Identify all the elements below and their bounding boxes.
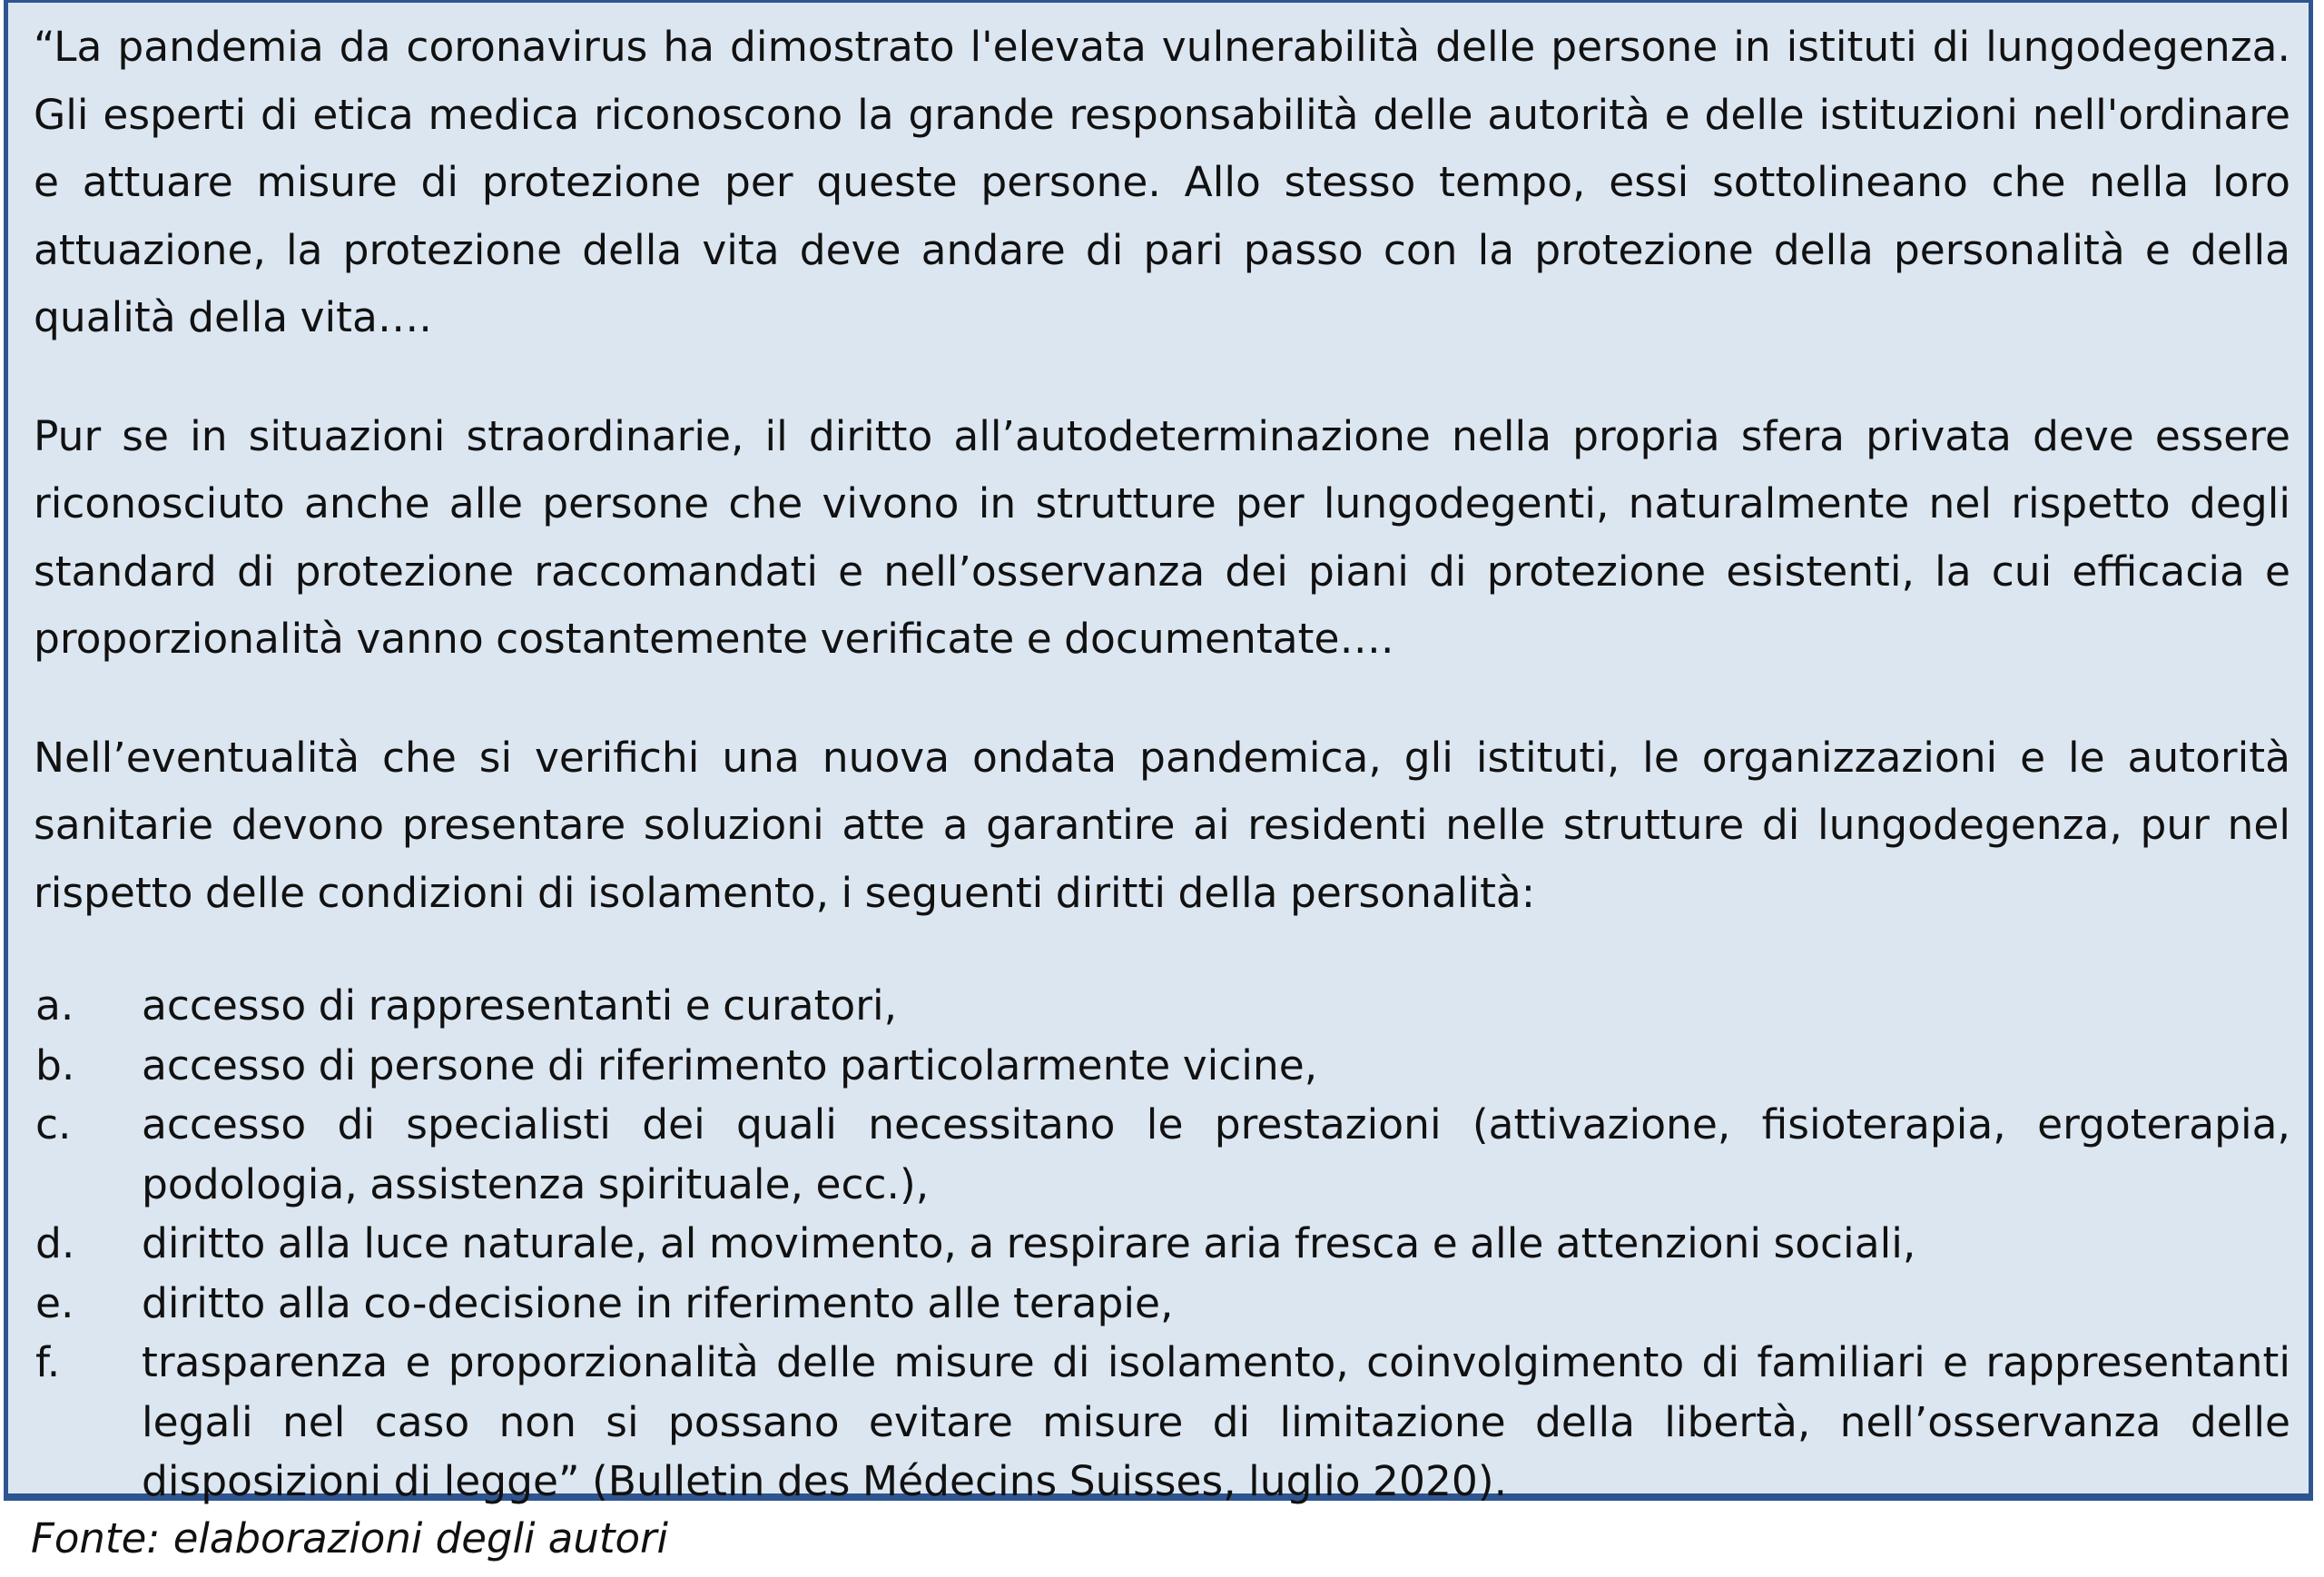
list-item [34,1333,2290,1512]
list-item-text: accesso di specialisti dei quali necessitano le prestazioni (attivazione, fisioterapia, ergoterapia, podologia, assistenza spirituale, ecc.), [142,1100,2290,1208]
rights-list [34,976,2290,1512]
list-item-text: accesso di persone di riferimento particolarmente vicine, [142,1040,1318,1089]
list-item [34,1214,2290,1274]
list-marker: e. [35,1278,74,1327]
quote-paragraph-3: Nell’eventualità che si verifichi una nuova ondata pandemica, gli istituti, le organizzazioni e le autorità sanitarie devono presentare soluzioni atte a garantire ai residenti nelle strutture di lungodegenza, pur nel rispetto delle condizioni di isolamento, i seguenti diritti della personalità: [34,733,2290,917]
list-item [34,1036,2290,1096]
list-marker: b. [35,1040,75,1089]
list-item [34,1274,2290,1334]
quote-paragraph-2: Pur se in situazioni straordinarie, il diritto all’autodeterminazione nella propria sfera privata deve essere riconosciuto anche alle persone che vivono in strutture per lungodegenti, naturalmente nel rispetto degli standard di protezione raccomandati e nell’osservanza dei piani di protezione esistenti, la cui efficacia e proporzionalità vanno costantemente verificate e documentate…. [34,411,2290,663]
list-marker: f. [35,1338,61,1386]
list-marker: a. [35,981,74,1030]
source-note: Fonte: elaborazioni degli autori [31,1514,669,1562]
list-item [34,976,2290,1036]
quote-paragraph-1: “La pandemia da coronavirus ha dimostrato l'elevata vulnerabilità delle persone in istituti di lungodegenza. Gli esperti di etica medica riconoscono la grande responsabilità delle autorità e delle istituzioni nell'ordinare e attuare misure di protezione per queste persone. Allo stesso tempo, essi sottolineano che nella loro attuazione, la protezione della vita deve andare di pari passo con la protezione della personalità e della qualità della vita…. [34,23,2290,341]
list-item-text: diritto alla co-decisione in riferimento alle terapie, [142,1278,1174,1327]
list-item-text: accesso di rappresentanti e curatori, [142,981,898,1030]
list-marker: d. [35,1219,75,1267]
list-item-text: diritto alla luce naturale, al movimento, a respirare aria fresca e alle attenzioni sociali, [142,1219,1916,1267]
list-item [34,1095,2290,1214]
list-marker: c. [35,1100,72,1148]
list-item-text: trasparenza e proporzionalità delle misure di isolamento, coinvolgimento di familiari e rappresentanti legali nel caso non si possano evitare misure di limitazione della libertà, nell’osservanza delle disposizioni di legge” (Bulletin des Médecins Suisses, luglio 2020). [142,1338,2290,1505]
quote-box [4,0,2313,1505]
